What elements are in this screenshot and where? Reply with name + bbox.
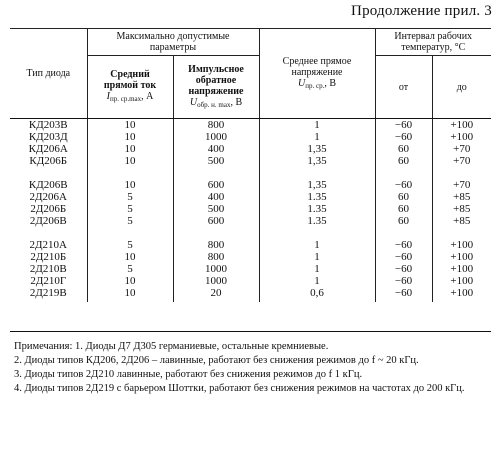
cell-avg-current: 5 bbox=[87, 203, 173, 215]
header-temp-to: до bbox=[432, 56, 491, 119]
cell-diode-type: 2Д206В bbox=[10, 215, 87, 227]
cell-fwd-voltage: 1,35 bbox=[259, 179, 375, 191]
cell-diode-type: 2Д210Г bbox=[10, 275, 87, 287]
cell-diode-type: КД206Б bbox=[10, 155, 87, 167]
cell-pulse-voltage: 1000 bbox=[173, 131, 259, 143]
cell-diode-type: 2Д210А bbox=[10, 239, 87, 251]
cell-temp-from: −60 bbox=[375, 275, 432, 287]
cell-temp-from: −60 bbox=[375, 119, 432, 132]
cell-fwd-voltage: 1 bbox=[259, 131, 375, 143]
cell-pulse-voltage: 800 bbox=[173, 119, 259, 132]
group-spacer bbox=[10, 227, 491, 239]
table-row bbox=[10, 191, 491, 203]
cell-temp-from: 60 bbox=[375, 143, 432, 155]
cell-fwd-voltage: 1.35 bbox=[259, 191, 375, 203]
cell-diode-type: КД203В bbox=[10, 119, 87, 132]
cell-fwd-voltage: 1 bbox=[259, 119, 375, 132]
cell-pulse-voltage: 800 bbox=[173, 239, 259, 251]
cell-temp-to: +100 bbox=[450, 131, 474, 143]
group-spacer bbox=[10, 167, 491, 179]
cell-diode-type: 2Д210В bbox=[10, 263, 87, 275]
table-row bbox=[10, 251, 491, 263]
note-3: 3. Диоды типов 2Д210 лавинные, работают без снижения режимов до f 1 кГц. bbox=[14, 369, 363, 380]
cell-avg-current: 10 bbox=[87, 251, 173, 263]
cell-temp-to: +100 bbox=[450, 119, 474, 131]
cell-avg-current: 10 bbox=[87, 119, 173, 132]
diode-spec-table bbox=[10, 28, 491, 302]
cell-temp-to: +100 bbox=[450, 287, 474, 299]
cell-pulse-voltage: 500 bbox=[173, 155, 259, 167]
cell-temp-from: −60 bbox=[375, 131, 432, 143]
header-diode-type: Тип диода bbox=[10, 29, 87, 119]
cell-pulse-voltage: 400 bbox=[173, 191, 259, 203]
table-row bbox=[10, 119, 491, 132]
cell-diode-type: КД206А bbox=[10, 143, 87, 155]
page-title: Продолжение прил. 3 bbox=[351, 3, 492, 19]
cell-avg-current: 10 bbox=[87, 287, 173, 299]
cell-pulse-voltage: 1000 bbox=[173, 275, 259, 287]
cell-temp-to: +85 bbox=[453, 215, 471, 227]
table-row bbox=[10, 275, 491, 287]
cell-pulse-voltage: 800 bbox=[173, 251, 259, 263]
table-row bbox=[10, 239, 491, 251]
cell-fwd-voltage: 1 bbox=[259, 251, 375, 263]
cell-temp-from: −60 bbox=[375, 179, 432, 191]
cell-temp-from: −60 bbox=[375, 263, 432, 275]
cell-diode-type: КД203Д bbox=[10, 131, 87, 143]
cell-temp-to: +85 bbox=[453, 203, 471, 215]
table-end-spacer bbox=[10, 299, 491, 302]
note-1: Примечания: 1. Диоды Д7 Д305 германиевые, остальные кремниевые. bbox=[14, 341, 329, 352]
table-body bbox=[10, 119, 491, 303]
cell-avg-current: 10 bbox=[87, 275, 173, 287]
table-row bbox=[10, 143, 491, 155]
cell-temp-from: −60 bbox=[375, 239, 432, 251]
cell-temp-to: +70 bbox=[453, 143, 471, 155]
cell-temp-to: +70 bbox=[453, 179, 471, 191]
notes bbox=[14, 340, 490, 396]
cell-temp-from: −60 bbox=[375, 287, 432, 299]
cell-fwd-voltage: 1,35 bbox=[259, 143, 375, 155]
cell-temp-to: +100 bbox=[450, 263, 474, 275]
cell-diode-type: 2Д219В bbox=[10, 287, 87, 299]
table-row bbox=[10, 203, 491, 215]
cell-pulse-voltage: 400 bbox=[173, 143, 259, 155]
cell-fwd-voltage: 1 bbox=[259, 263, 375, 275]
cell-avg-current: 5 bbox=[87, 215, 173, 227]
cell-diode-type: 2Д206Б bbox=[10, 203, 87, 215]
table-row bbox=[10, 155, 491, 167]
header-temp-range: Интервал рабочих температур, °С bbox=[375, 29, 491, 56]
cell-avg-current: 10 bbox=[87, 143, 173, 155]
cell-temp-to: +85 bbox=[453, 191, 471, 203]
cell-temp-from: 60 bbox=[375, 215, 432, 227]
note-4: 4. Диоды типов 2Д219 с барьером Шоттки, работают без снижения режимов на частотах до 200 кГц. bbox=[14, 383, 465, 394]
header-pulse-reverse-voltage: Импульсное обратное напряжение $U_{обр. н. max}$, В bbox=[173, 56, 259, 119]
cell-fwd-voltage: 1.35 bbox=[259, 215, 375, 227]
cell-fwd-voltage: 1 bbox=[259, 275, 375, 287]
cell-temp-from: −60 bbox=[375, 251, 432, 263]
cell-avg-current: 10 bbox=[87, 131, 173, 143]
cell-temp-to: +70 bbox=[453, 155, 471, 167]
table-row bbox=[10, 179, 491, 191]
cell-avg-current: 5 bbox=[87, 263, 173, 275]
table-row bbox=[10, 131, 491, 143]
cell-fwd-voltage: 1 bbox=[259, 239, 375, 251]
cell-temp-to: +100 bbox=[450, 239, 474, 251]
cell-avg-current: 5 bbox=[87, 239, 173, 251]
cell-diode-type: 2Д210Б bbox=[10, 251, 87, 263]
cell-pulse-voltage: 20 bbox=[173, 287, 259, 299]
cell-pulse-voltage: 1000 bbox=[173, 263, 259, 275]
cell-diode-type: КД206В bbox=[10, 179, 87, 191]
cell-fwd-voltage: 1,35 bbox=[259, 155, 375, 167]
header-temp-from: от bbox=[375, 56, 432, 119]
table-row bbox=[10, 215, 491, 227]
cell-pulse-voltage: 600 bbox=[173, 179, 259, 191]
header-avg-current: Средний прямой ток $I_{пр. ср.max}$, А bbox=[87, 56, 173, 119]
cell-fwd-voltage: 1.35 bbox=[259, 203, 375, 215]
cell-temp-from: 60 bbox=[375, 155, 432, 167]
cell-temp-from: 60 bbox=[375, 203, 432, 215]
cell-temp-to: +100 bbox=[450, 275, 474, 287]
cell-avg-current: 10 bbox=[87, 179, 173, 191]
cell-avg-current: 5 bbox=[87, 191, 173, 203]
cell-pulse-voltage: 600 bbox=[173, 215, 259, 227]
note-2: 2. Диоды типов КД206, 2Д206 – лавинные, работают без снижения режимов до f ~ 20 кГц. bbox=[14, 355, 419, 366]
cell-avg-current: 10 bbox=[87, 155, 173, 167]
cell-diode-type: 2Д206А bbox=[10, 191, 87, 203]
cell-temp-from: 60 bbox=[375, 191, 432, 203]
header-avg-forward-voltage: Среднее прямое напряжение $U_{пр. ср.}$, В bbox=[259, 29, 375, 119]
table-row bbox=[10, 263, 491, 275]
cell-pulse-voltage: 500 bbox=[173, 203, 259, 215]
cell-fwd-voltage: 0,6 bbox=[259, 287, 375, 299]
table-row bbox=[10, 287, 491, 299]
header-max-params: Максимально допустимые параметры bbox=[87, 29, 259, 56]
cell-temp-to: +100 bbox=[450, 251, 474, 263]
